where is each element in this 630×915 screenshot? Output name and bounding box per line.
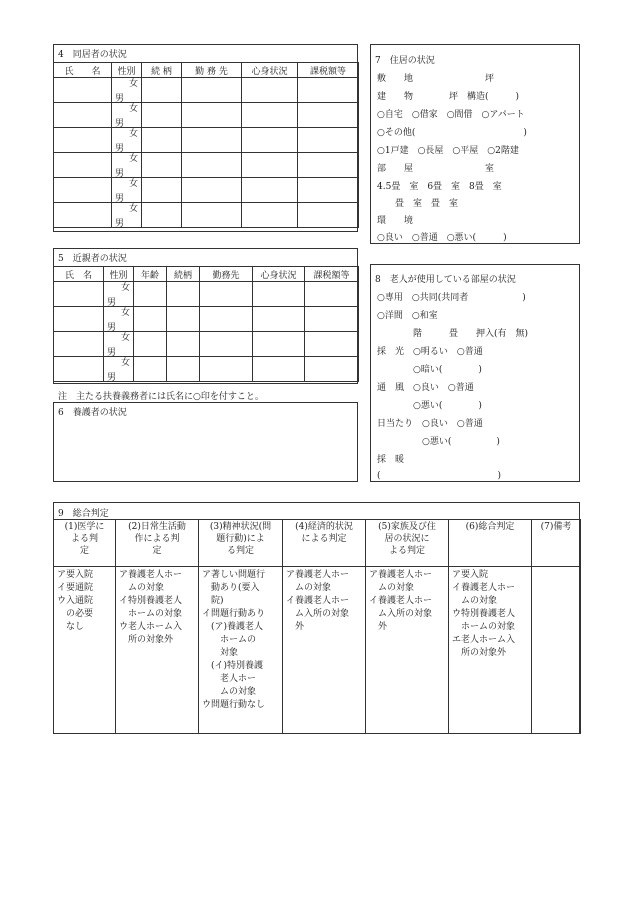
table-row (54, 203, 359, 228)
relatives-table (53, 266, 359, 382)
female-option[interactable]: 女 (120, 333, 130, 343)
male-option[interactable]: 男 (107, 298, 117, 307)
table-row (54, 128, 359, 153)
relatives-title: 5 近親者の状況 (58, 254, 127, 264)
relatives-section (53, 248, 358, 384)
header-daily-living: (2)日常生活動 作による判 定 (128, 522, 186, 556)
caregiver-section (53, 402, 358, 482)
cohabitant-table (53, 62, 359, 228)
assessment-header-row (54, 520, 581, 567)
male-option[interactable]: 男 (115, 194, 125, 203)
room-section (370, 264, 580, 482)
header-economic: (4)経済的状況 による判定 (295, 522, 353, 544)
cohabitant-title: 4 同居者の状況 (58, 50, 127, 60)
header-mental: (3)精神状況(問 題行動)によ る判定 (209, 522, 272, 556)
mental-options[interactable]: ア著しい問題行 動あり(要入 院) イ問題行動あり (ア)養護老人 ホームの 対象 (イ)特別養護 老人ホー ムの対象 ウ問題行動なし (202, 570, 266, 710)
room-line: 日当たり ○良い ○普通 (377, 419, 483, 429)
header-relation: 続柄 (167, 267, 200, 282)
daily-living-options[interactable]: ア養護老人ホー ムの対象 イ特別養護老人 ホームの対象 ウ老人ホーム入 所の対象外 (119, 570, 183, 645)
header-remarks: (7)備考 (540, 522, 572, 532)
family-housing-options[interactable]: ア養護老人ホー ムの対象 イ養護老人ホー ム入所の対象 外 (369, 570, 433, 632)
female-option[interactable]: 女 (120, 358, 130, 368)
assessment-options-row (54, 567, 581, 734)
header-medical: (1)医学に よる判 定 (64, 522, 105, 556)
overall-assessment-section (53, 502, 580, 734)
cohabitant-section (53, 44, 358, 232)
male-option[interactable]: 男 (107, 323, 117, 332)
room-line: 採 暖 (377, 455, 405, 465)
table-row (54, 307, 359, 332)
room-line: ○暗い( ) (377, 365, 482, 375)
header-sex: 性別 (104, 267, 134, 282)
room-line: ( ) (377, 471, 502, 481)
overall-assessment-title: 9 総合判定 (58, 509, 109, 519)
housing-line: ○自宅 ○借家 ○間借 ○アパート (377, 110, 525, 120)
header-name: 氏 名 (54, 267, 104, 282)
room-title: 8 老人が使用している部屋の状況 (375, 275, 516, 285)
room-line: 階 畳 押入(有 無) (377, 329, 529, 339)
housing-line: ○良い ○普通 ○悪い( ) (377, 233, 507, 243)
cohabitant-header-row (54, 63, 359, 78)
female-option[interactable]: 女 (120, 308, 130, 318)
header-workplace: 勤務先 (200, 267, 253, 282)
header-health: 心身状況 (253, 267, 305, 282)
female-option[interactable]: 女 (128, 129, 138, 139)
male-option[interactable]: 男 (115, 219, 125, 228)
room-line: 採 光 ○明るい ○普通 (377, 347, 483, 357)
header-workplace: 勤 務 先 (182, 63, 242, 78)
table-row (54, 78, 359, 103)
assessment-table (53, 519, 581, 734)
housing-section (370, 44, 580, 244)
male-option[interactable]: 男 (115, 119, 125, 128)
male-option[interactable]: 男 (115, 169, 125, 178)
housing-line: 部 屋 室 (377, 164, 495, 174)
header-overall: (6)総合判定 (465, 522, 515, 532)
room-line: ○洋間 ○和室 (377, 311, 438, 321)
table-row (54, 332, 359, 357)
header-tax: 課税額等 (305, 267, 359, 282)
table-row (54, 282, 359, 307)
male-option[interactable]: 男 (107, 373, 117, 382)
room-line: ○悪い( ) (377, 401, 482, 411)
female-option[interactable]: 女 (128, 179, 138, 189)
header-tax: 課税額等 (298, 63, 359, 78)
supporter-note: 注 主たる扶養義務者には氏名に○印を付すこと。 (58, 392, 264, 402)
female-option[interactable]: 女 (128, 204, 138, 214)
female-option[interactable]: 女 (128, 104, 138, 114)
housing-line: 環 境 (377, 216, 414, 226)
table-row (54, 153, 359, 178)
female-option[interactable]: 女 (128, 79, 138, 89)
room-line: ○悪い( ) (377, 437, 500, 447)
table-row (54, 178, 359, 203)
header-health: 心身状況 (242, 63, 298, 78)
header-relation: 続 柄 (142, 63, 182, 78)
header-name: 氏 名 (54, 63, 112, 78)
male-option[interactable]: 男 (107, 348, 117, 357)
housing-line: 畳 室 畳 室 (377, 199, 459, 209)
table-row (54, 357, 359, 382)
male-option[interactable]: 男 (115, 94, 125, 103)
table-row (54, 103, 359, 128)
housing-line: 4.5畳 室 6畳 室 8畳 室 (377, 182, 502, 192)
female-option[interactable]: 女 (120, 283, 130, 293)
overall-options[interactable]: ア要入院 イ養護老人ホー ムの対象 ウ特別養護老人 ホームの対象 エ老人ホーム入 所の対象外 (452, 570, 516, 658)
header-sex: 性別 (112, 63, 142, 78)
medical-options[interactable]: ア要入院 イ要通院 ウ入通院 の必要 なし (57, 570, 94, 632)
room-line: ○専用 ○共同(共同者 ) (377, 293, 526, 303)
room-line: 通 風 ○良い ○普通 (377, 383, 474, 393)
housing-line: ○その他( ) (377, 128, 527, 138)
housing-line: 建 物 坪 構造( ) (377, 92, 520, 102)
relatives-header-row (54, 267, 359, 282)
remarks-field[interactable] (532, 567, 580, 571)
economic-options[interactable]: ア養護老人ホー ムの対象 イ養護老人ホー ム入所の対象 外 (286, 570, 350, 632)
caregiver-title: 6 養護者の状況 (58, 408, 127, 418)
female-option[interactable]: 女 (128, 154, 138, 164)
header-age: 年齢 (134, 267, 167, 282)
housing-line: ○1戸建 ○長屋 ○平屋 ○2階建 (377, 146, 519, 156)
header-family-housing: (5)家族及び住 居の状況に よる判定 (378, 522, 436, 556)
male-option[interactable]: 男 (115, 144, 125, 153)
housing-line: 敷 地 坪 (377, 74, 495, 84)
housing-title: 7 住居の状況 (375, 56, 435, 66)
